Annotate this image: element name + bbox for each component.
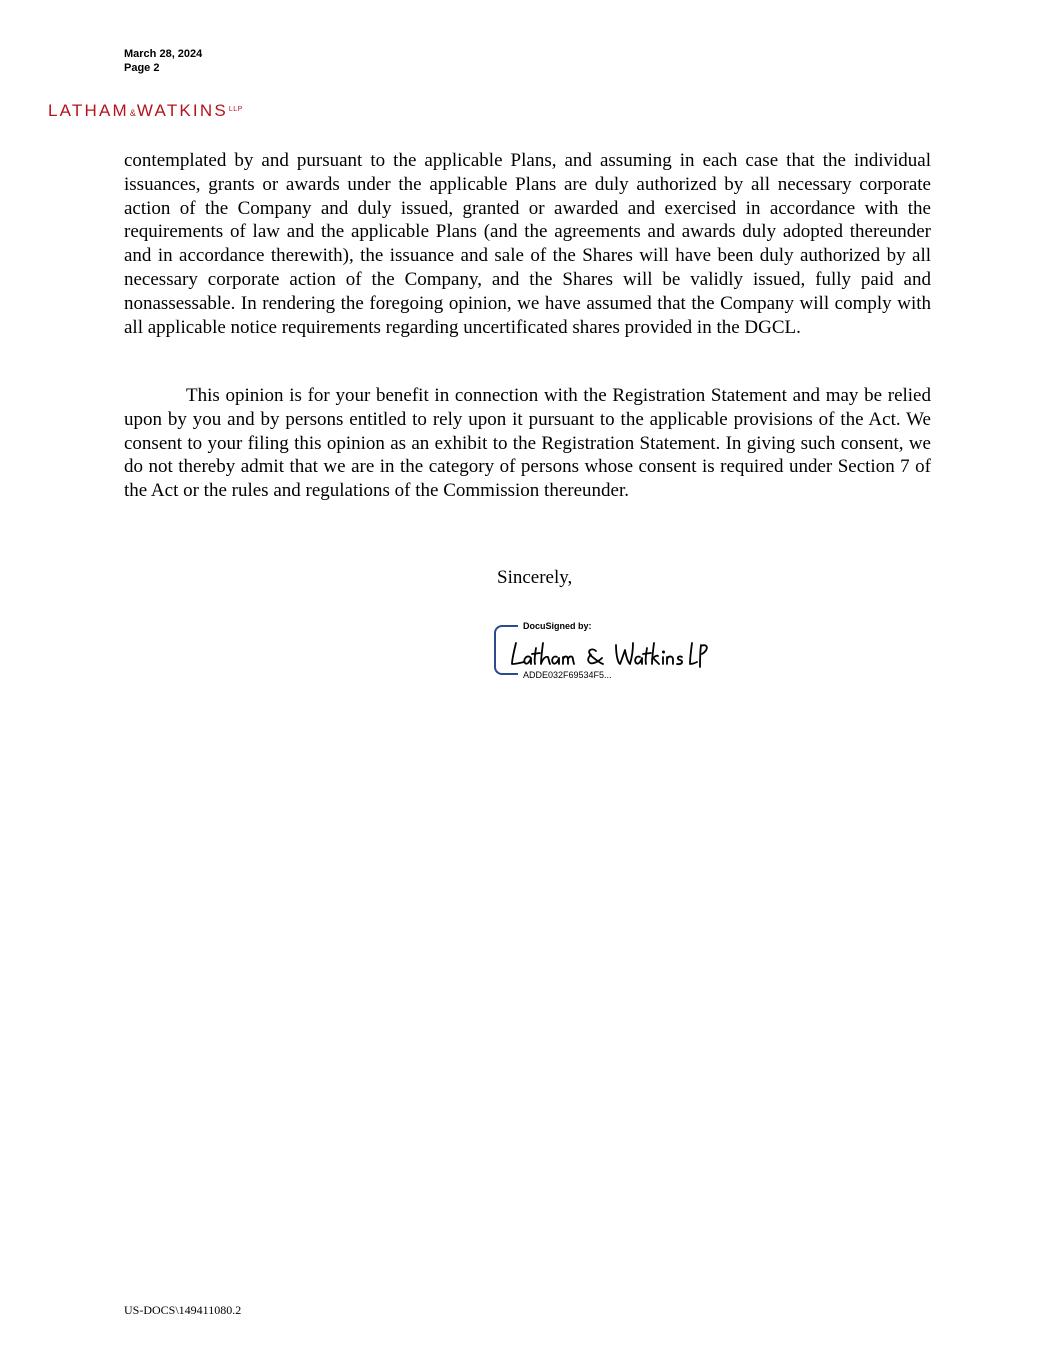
docusign-label: DocuSigned by: xyxy=(523,621,592,631)
logo-ampersand: & xyxy=(129,108,136,118)
body-paragraph-2: This opinion is for your benefit in connection with the Registration Statement and may be relied upon by you and by persons entitled to rely upon it pursuant to the applicable provisions of the Act. We consent to your filing this opinion as an exhibit to the Registration Statement. In giving such consent, we do not thereby admit that we are in the category of persons whose consent is required under Section 7 of the Act or the rules and regulations of the Commission thereunder. xyxy=(124,385,931,502)
page-number: Page 2 xyxy=(124,62,160,74)
body-paragraph-1: contemplated by and pursuant to the applicable Plans, and assuming in each case that the individual issuances, grants or awards under the applicable Plans are duly authorized by all necessary corporate action of the Company and duly issued, granted or awarded and exercised in accordance with the requirements of law and the applicable Plans (and the agreements and awards duly adopted thereunder and in accordance therewith), the issuance and sale of the Shares will have been duly authorized by all necessary corporate action of the Company, and the Shares will be validly issued, fully paid and nonassessable. In rendering the foregoing opinion, we have assumed that the Company will comply with all applicable notice requirements regarding uncertificated shares provided in the DGCL. xyxy=(124,150,931,338)
logo-suffix: LLP xyxy=(228,106,243,113)
firm-logo xyxy=(48,100,243,123)
handwritten-signature xyxy=(508,633,708,671)
closing-salutation: Sincerely, xyxy=(497,567,573,588)
document-id-footer: US-DOCS\149411080.2 xyxy=(124,1303,242,1317)
logo-name-right: WATKINS xyxy=(136,101,228,120)
letter-header-meta xyxy=(124,47,202,75)
letter-date: March 28, 2024 xyxy=(124,48,203,60)
docusign-envelope-id: ADDE032F69534F5... xyxy=(523,670,612,680)
docusign-signature-block xyxy=(494,620,724,682)
logo-name-left: LATHAM xyxy=(48,101,129,120)
